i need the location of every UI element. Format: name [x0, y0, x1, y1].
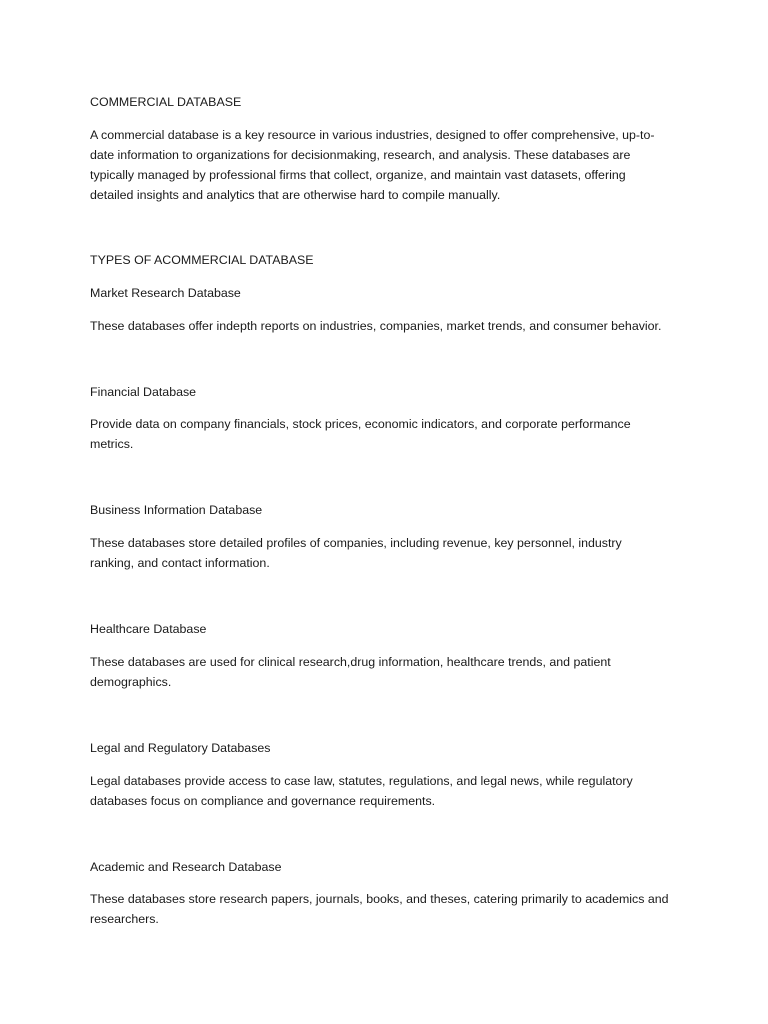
section-body-financial: Provide data on company financials, stock prices, economic indicators, and corporate performance metrics. — [90, 417, 631, 451]
section-body-legal-regulatory: Legal databases provide access to case law, statutes, regulations, and legal news, while regulatory databases focus on compliance and governance requirements. — [90, 774, 633, 808]
section-body-market-research: These databases offer indepth reports on industries, companies, market trends, and consumer behavior. — [90, 319, 662, 333]
intro-paragraph: A commercial database is a key resource in various industries, designed to offer comprehensive, up-to-date information to organizations for decisionmaking, research, and analysis. These databases are typically managed by professional firms that collect, organize, and maintain vast datasets, offering detailed insights and analytics that are otherwise hard to compile manually. — [90, 128, 655, 202]
section-heading-healthcare: Healthcare Database — [90, 622, 207, 636]
section-heading-market-research: Market Research Database — [90, 286, 241, 300]
section-heading-financial: Financial Database — [90, 385, 197, 399]
section-heading-academic-research: Academic and Research Database — [90, 860, 282, 874]
document-title: COMMERCIAL DATABASE — [90, 95, 242, 109]
types-heading: TYPES OF ACOMMERCIAL DATABASE — [90, 253, 314, 267]
section-body-business-information: These databases store detailed profiles of companies, including revenue, key personnel, industry ranking, and contact information. — [90, 536, 622, 570]
section-body-academic-research: These databases store research papers, journals, books, and theses, catering primarily to academics and researchers. — [90, 892, 669, 926]
section-body-healthcare: These databases are used for clinical research,drug information, healthcare trends, and patient demographics. — [90, 655, 611, 689]
section-heading-legal-regulatory: Legal and Regulatory Databases — [90, 741, 271, 755]
section-heading-business-information: Business Information Database — [90, 503, 263, 517]
